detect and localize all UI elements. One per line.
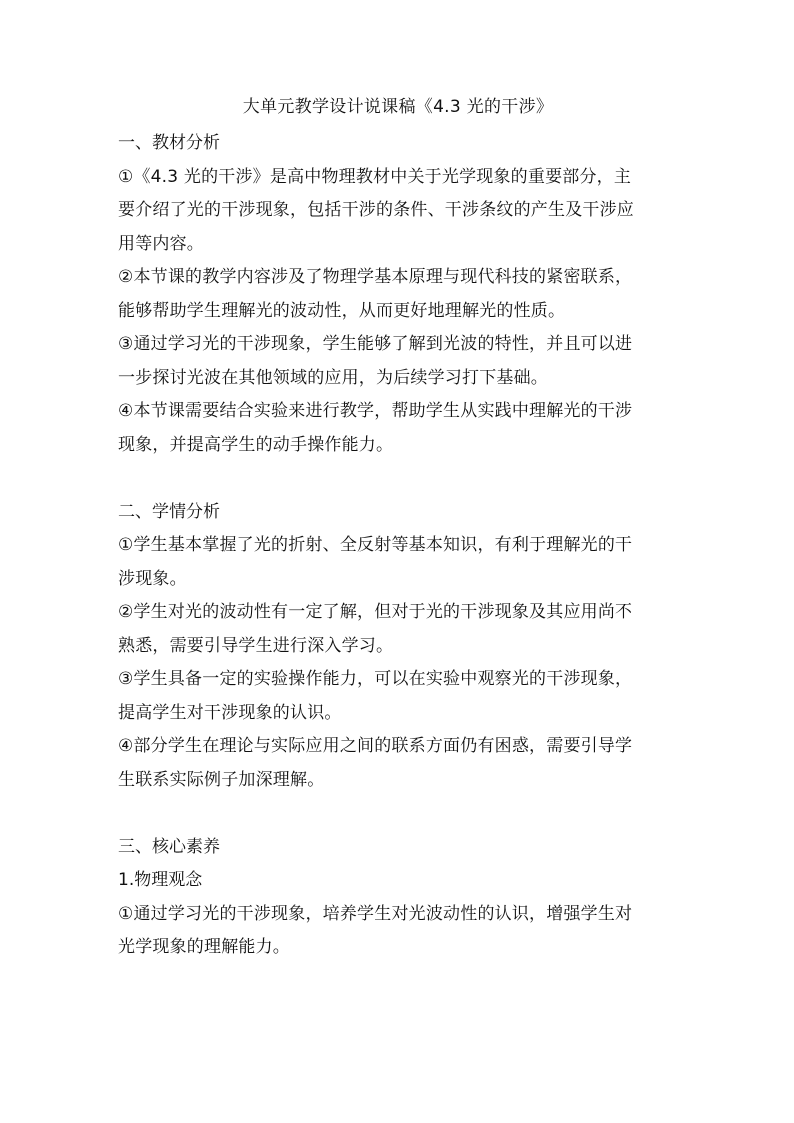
blank-line (118, 462, 678, 496)
paragraph-line: 用等内容。 (118, 233, 204, 254)
paragraph-line: 光学现象的理解能力。 (118, 937, 290, 957)
section-learner-analysis (118, 496, 678, 798)
paragraph-line: 生联系实际例子加深理解。 (118, 769, 325, 790)
paragraph-line: 一步探讨光波在其他领域的应用，为后续学习打下基础。 (118, 367, 548, 388)
paragraph-line: ④本节课需要结合实验来进行教学，帮助学生从实践中理解光的干涉 (118, 401, 633, 421)
document-title: 大单元教学设计说课稿《4.3 光的干涉》 (242, 97, 554, 117)
paragraph-line: ①《4.3 光的干涉》是高中物理教材中关于光学现象的重要部分，主 (118, 166, 632, 187)
paragraph-line: ④部分学生在理论与实际应用之间的联系方面仍有困惑，需要引导学 (118, 736, 633, 756)
paragraph-line: ①学生基本掌握了光的折射、全反射等基本知识，有利于理解光的干 (118, 535, 633, 555)
paragraph-line: ③学生具备一定的实验操作能力，可以在实验中观察光的干涉现象， (118, 669, 633, 689)
subsection-heading: 1.物理观念 (118, 870, 203, 890)
paragraph-line: 熟悉，需要引导学生进行深入学习。 (118, 635, 394, 656)
section-heading: 二、学情分析 (118, 501, 220, 522)
paragraph-line: 能够帮助学生理解光的波动性，从而更好地理解光的性质。 (118, 300, 566, 321)
paragraph-line: 提高学生对干涉现象的认识。 (118, 702, 342, 723)
document-page (118, 96, 678, 965)
paragraph-line: ③通过学习光的干涉现象，学生能够了解到光波的特性，并且可以进 (118, 334, 633, 354)
paragraph-line: 现象，并提高学生的动手操作能力。 (118, 434, 394, 455)
section-textbook-analysis (118, 127, 678, 462)
blank-line (118, 797, 678, 831)
paragraph-line: ②学生对光的波动性有一定了解，但对于光的干涉现象及其应用尚不 (118, 602, 633, 622)
paragraph-line: 要介绍了光的干涉现象，包括干涉的条件、干涉条纹的产生及干涉应 (118, 200, 634, 220)
paragraph-line: ①通过学习光的干涉现象，培养学生对光波动性的认识，增强学生对 (118, 903, 633, 924)
section-core-literacy (118, 831, 678, 965)
paragraph-line: 涉现象。 (118, 568, 187, 589)
paragraph-line: ②本节课的教学内容涉及了物理学基本原理与现代科技的紧密联系， (118, 267, 633, 287)
section-heading: 三、核心素养 (118, 836, 220, 857)
section-heading: 一、教材分析 (118, 133, 220, 153)
